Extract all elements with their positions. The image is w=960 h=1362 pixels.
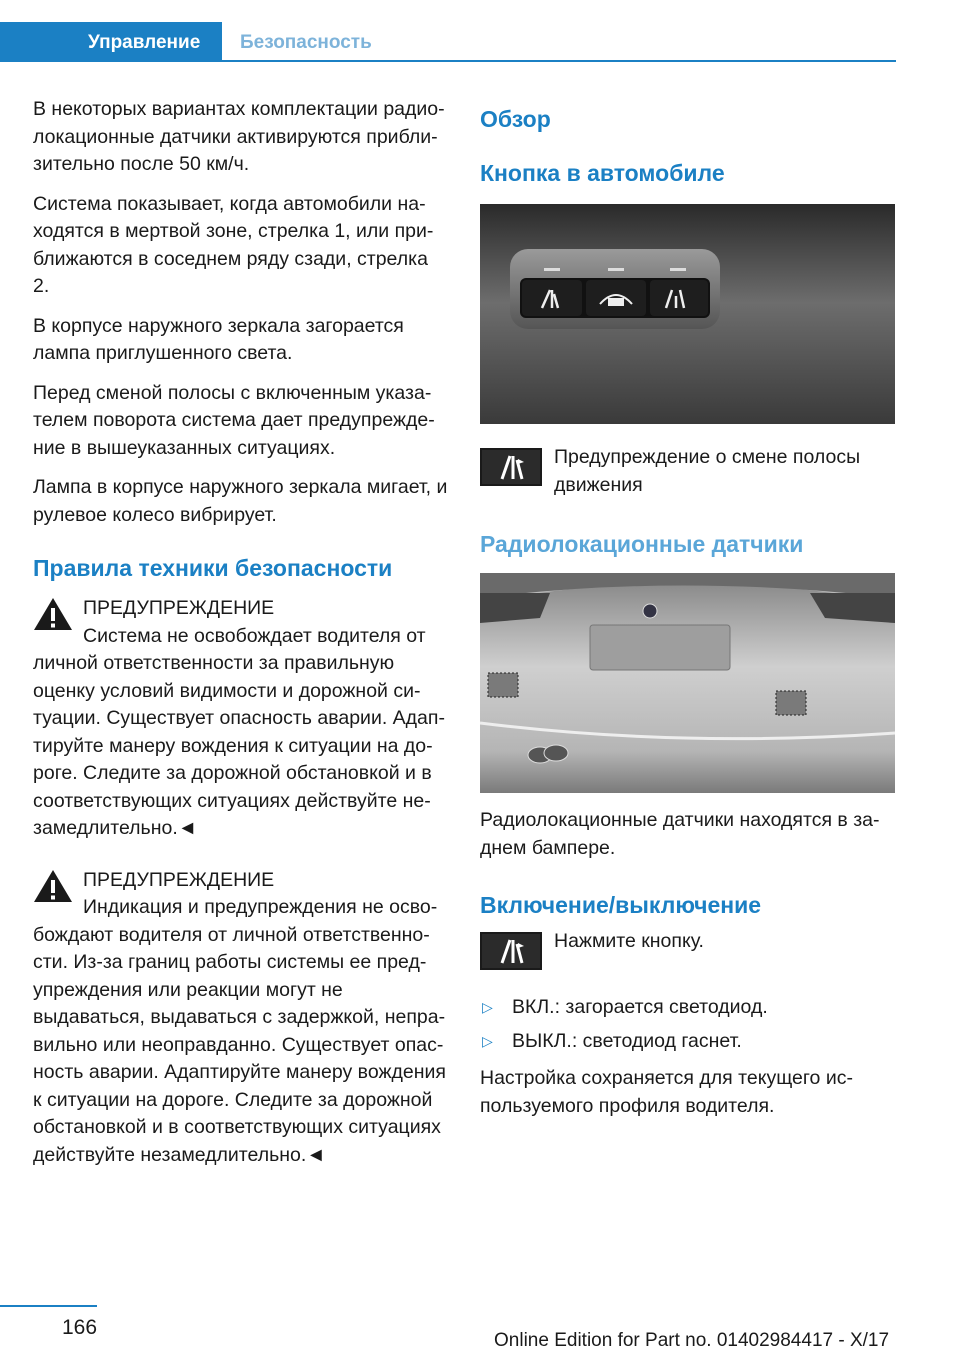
warning-triangle-icon (33, 869, 73, 903)
header-rule (222, 60, 896, 62)
lane-change-warning-icon (480, 932, 542, 970)
warning-text: Система не освобождает водителя от личной ответственности за правильную оценку условий видимости и дорожной ситуации. Существует опасность аварии. Адаптируйте манеру вождения к ситуации на дороге. Следите за дорожной обстановкой и в соответствующих ситуациях действуйте незамедлительно.◄ (33, 624, 445, 839)
section-title-overview: Обзор (480, 106, 551, 132)
section-title-button: Кнопка в автомобиле (480, 160, 725, 186)
bullet-item (480, 994, 895, 1022)
edition-text: Online Edition for Part no. 01402984417 - X/17 (494, 1330, 890, 1351)
warning-block-1 (33, 595, 448, 843)
lane-change-warning-icon (480, 448, 542, 486)
warning-label: ПРЕДУПРЕЖДЕНИЕ (83, 868, 275, 891)
button-caption: Предупреждение о смене полосы движения (554, 446, 861, 496)
section-title-safety: Правила техники безопасности (33, 555, 393, 581)
bullet-item (480, 1028, 895, 1056)
left-column (33, 96, 448, 1187)
car-rear-photo (480, 573, 895, 793)
paragraph-mirror-lamp: В корпусе наружного зеркала загорается лампа приглушенного света. (33, 314, 404, 364)
press-button-row (480, 928, 895, 970)
header-tab-control: Управление (0, 22, 222, 62)
paragraph-activation: В некоторых вариантах комплектации радиолокационные датчики активируются приблизительно после 50 км/ч. (33, 98, 445, 175)
bullet-triangle-icon: ▷ (482, 1032, 493, 1049)
warning-label: ПРЕДУПРЕЖДЕНИЕ (83, 597, 275, 619)
bullet-text: ВЫКЛ.: светодиод гаснет. (512, 1029, 742, 1052)
bullet-text: ВКЛ.: загорается светодиод. (512, 996, 768, 1018)
button-caption-row (480, 444, 895, 499)
paragraph-lane-change: Перед сменой полосы с включенным указателем поворота система дает предупреждение в вышеуказанных ситуациях. (33, 381, 435, 459)
warning-block-2 (33, 867, 448, 1170)
section-title-on-off: Включение/выключение (480, 892, 762, 918)
setting-saved-text: Настройка сохраняется для текущего используемого профиля водителя. (480, 1067, 853, 1117)
page-number: 166 (62, 1316, 98, 1339)
right-column (480, 96, 895, 1120)
warning-text: Индикация и предупреждения не освобождают водителя от личной ответственности. Из-за границ работы системы ее предупреждения или реакции могут не выдаваться, выдаваться с задержкой, неправильно или неоправданно. Существует опасность аварии. Адаптируйте манеру вождения к ситуации на дороге. Следите за дорожной обстановкой и в соответствующих ситуациях действуйте незамедлительно.◄ (33, 896, 446, 1166)
footer-rule (0, 1305, 97, 1307)
header-tab-safety: Безопасность (240, 32, 372, 53)
press-button-text: Нажмите кнопку. (554, 930, 704, 952)
button-panel-photo (480, 204, 895, 424)
section-title-sensors: Радиолокационные датчики (480, 531, 804, 557)
warning-triangle-icon (33, 597, 73, 631)
paragraph-blind-spot: Система показывает, когда автомобили находятся в мертвой зоне, стрелка 1, или приближаются в соседнем ряду сзади, стрелка 2. (33, 192, 434, 297)
sensors-location-text: Радиолокационные датчики находятся в заднем бампере. (480, 809, 880, 859)
paragraph-vibration: Лампа в корпусе наружного зеркала мигает, и рулевое колесо вибрирует. (33, 476, 448, 526)
bullet-triangle-icon: ▷ (482, 999, 493, 1015)
